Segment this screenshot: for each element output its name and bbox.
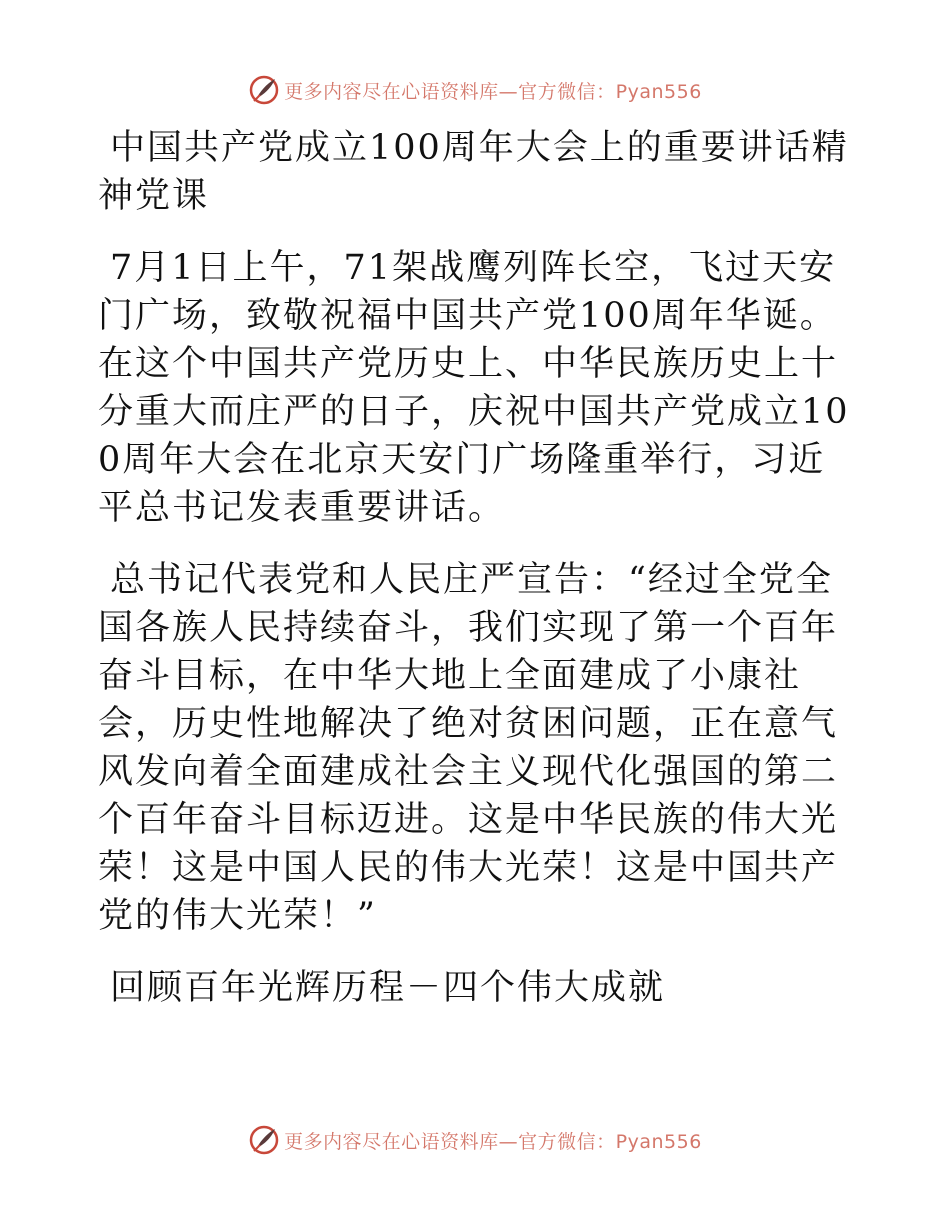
- header-banner-text: 更多内容尽在心语资料库—官方微信：Pyan556: [284, 80, 702, 103]
- section-heading: 回顾百年光辉历程－四个伟大成就: [110, 968, 666, 1008]
- paragraph-2: 总书记代表党和人民庄严宣告：“经过全党全国各族人民持续奋斗，我们实现了第一个百年奋斗目标，在中华大地上全面建成了小康社会，历史性地解决了绝对贫困问题，正在意气风发向着全面建成社会主义现代化强国的第二个百年奋斗目标迈进。这是中华民族的伟大光荣！这是中国人民的伟大光荣！这是中国共产党的伟大光荣！”: [98, 560, 839, 936]
- header-banner: [0, 70, 950, 110]
- document-title: 中国共产党成立100周年大会上的重要讲话精神党课: [98, 128, 849, 216]
- quill-logo-icon: [248, 1124, 280, 1156]
- footer-banner-text: 更多内容尽在心语资料库—官方微信：Pyan556: [284, 1130, 702, 1153]
- document-body: [98, 120, 853, 1012]
- footer-banner: [0, 1120, 950, 1160]
- paragraph-1: 7月1日上午，71架战鹰列阵长空，飞过天安门广场，致敬祝福中国共产党100周年华诞。在这个中国共产党历史上、中华民族历史上十分重大而庄严的日子，庆祝中国共产党成立100周年大会在北京天安门广场隆重举行，习近平总书记发表重要讲话。: [98, 248, 850, 528]
- quill-logo-icon: [248, 74, 280, 106]
